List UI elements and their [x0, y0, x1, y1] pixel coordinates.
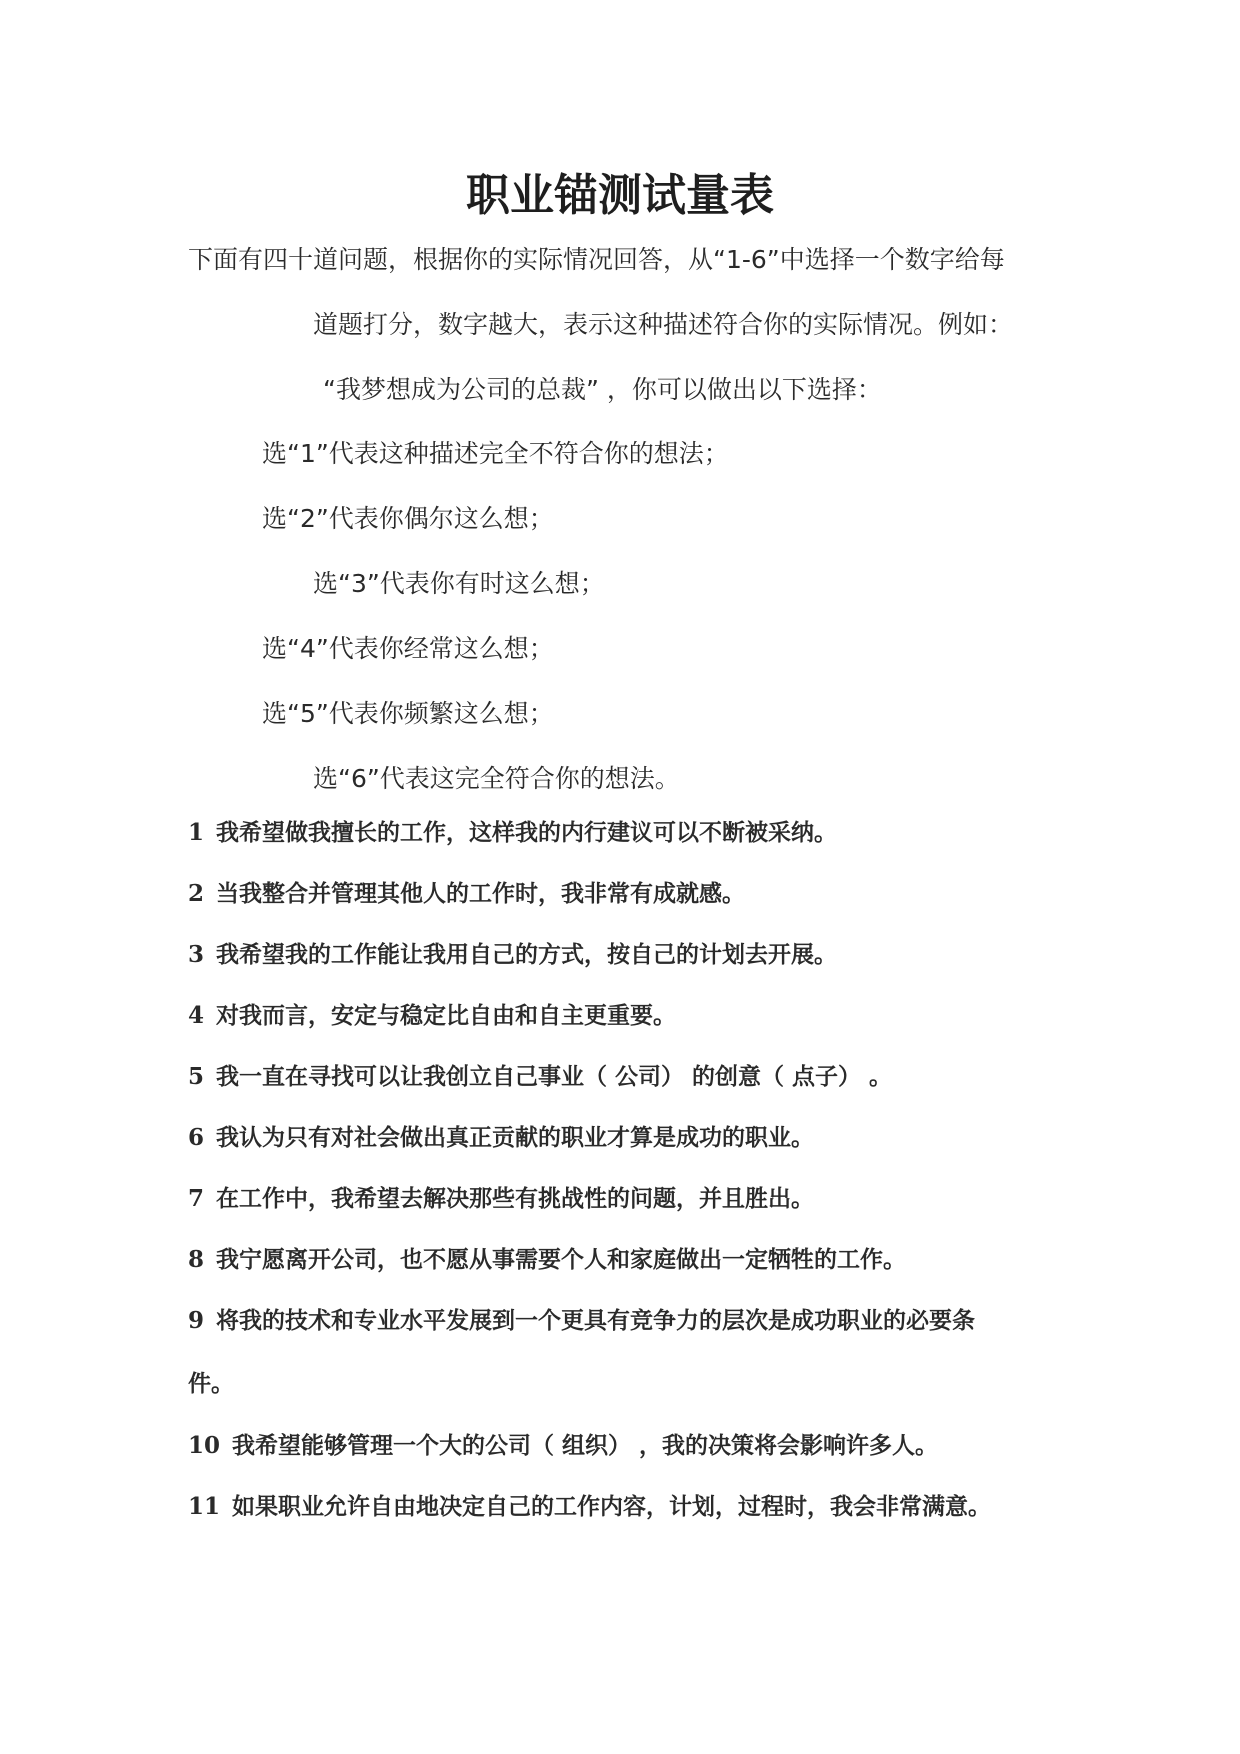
question-item — [188, 1303, 975, 1339]
question-text: 我希望做我擅长的工作，这样我的内行建议可以不断被采纳。 — [216, 819, 838, 846]
question-item — [188, 1059, 892, 1095]
question-number: 6 — [188, 1124, 205, 1151]
question-item — [188, 1242, 906, 1278]
question-item — [188, 1120, 814, 1156]
question-text: 我希望能够管理一个大的公司（ 组织） ，我的决策将会影响许多人。 — [232, 1432, 939, 1459]
question-item — [188, 1181, 814, 1217]
question-number: 2 — [188, 880, 205, 907]
question-text: 我认为只有对社会做出真正贡献的职业才算是成功的职业。 — [216, 1124, 815, 1151]
page-title: 职业锚测试量表 — [466, 170, 774, 221]
question-text: 我希望我的工作能让我用自己的方式，按自己的计划去开展。 — [216, 941, 838, 968]
question-number: 10 — [188, 1432, 221, 1459]
question-number: 4 — [188, 1002, 205, 1029]
question-text: 如果职业允许自由地决定自己的工作内容，计划，过程时，我会非常满意。 — [232, 1493, 992, 1520]
question-item — [188, 998, 676, 1034]
scale-option-2: 选“2”代表你偶尔这么想； — [262, 504, 554, 533]
question-item — [188, 1428, 938, 1464]
question-item — [188, 815, 837, 851]
question-number: 5 — [188, 1063, 205, 1090]
intro-line-2: 道题打分，数字越大，表示这种描述符合你的实际情况。例如： — [313, 310, 1014, 339]
question-text: 我一直在寻找可以让我创立自己事业（ 公司） 的创意（ 点子） 。 — [216, 1063, 893, 1090]
scale-option-6: 选“6”代表这完全符合你的想法。 — [313, 764, 680, 793]
question-number: 9 — [188, 1307, 205, 1334]
question-number: 3 — [188, 941, 205, 968]
scale-option-1: 选“1”代表这种描述完全不符合你的想法； — [262, 439, 729, 468]
question-text: 对我而言，安定与稳定比自由和自主更重要。 — [216, 1002, 677, 1029]
question-text: 当我整合并管理其他人的工作时，我非常有成就感。 — [216, 880, 746, 907]
question-item — [188, 1489, 991, 1525]
question-number: 8 — [188, 1246, 205, 1273]
question-number: 11 — [188, 1493, 221, 1520]
scale-option-4: 选“4”代表你经常这么想； — [262, 634, 554, 663]
question-number: 7 — [188, 1185, 205, 1212]
question-text: 我宁愿离开公司，也不愿从事需要个人和家庭做出一定牺牲的工作。 — [216, 1246, 907, 1273]
question-text: 在工作中，我希望去解决那些有挑战性的问题，并且胜出。 — [216, 1185, 815, 1212]
question-text: 件。 — [188, 1370, 234, 1397]
question-text: 将我的技术和专业水平发展到一个更具有竞争力的层次是成功职业的必要条 — [216, 1307, 976, 1334]
question-number: 1 — [188, 819, 205, 846]
scale-option-3: 选“3”代表你有时这么想； — [313, 569, 605, 598]
question-item — [188, 937, 837, 973]
scale-option-5: 选“5”代表你频繁这么想； — [262, 699, 554, 728]
question-continuation — [188, 1366, 234, 1402]
intro-line-1: 下面有四十道问题，根据你的实际情况回答，从“1-6”中选择一个数字给每 — [188, 245, 1005, 274]
question-item — [188, 876, 745, 912]
intro-line-3: “我梦想成为公司的总裁” ，你可以做出以下选择： — [323, 375, 882, 404]
